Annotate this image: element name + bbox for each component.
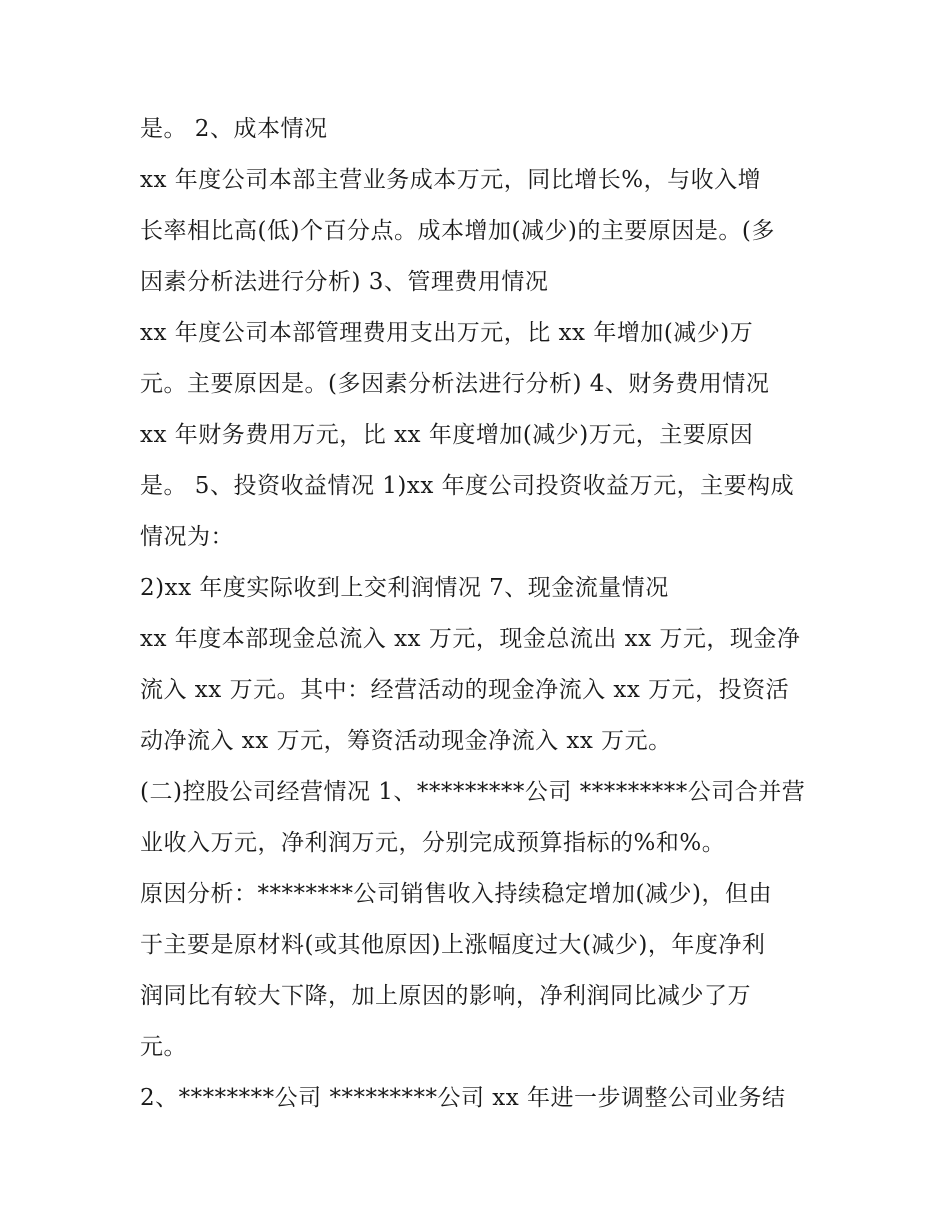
text-line: 业收入万元，净利润万元，分别完成预算指标的%和%。: [140, 830, 726, 856]
text-line: 2)xx 年度实际收到上交利润情况 7、现金流量情况: [140, 575, 669, 601]
text-line: xx 年度公司本部主营业务成本万元，同比增长%，与收入增: [140, 167, 762, 193]
text-line: 元。主要原因是。(多因素分析法进行分析) 4、财务费用情况: [140, 371, 770, 397]
text-line: 润同比有较大下降，加上原因的影响，净利润同比减少了万: [140, 983, 751, 1009]
text-line: xx 年财务费用万元，比 xx 年度增加(减少)万元，主要原因: [140, 422, 754, 448]
text-line: 元。: [140, 1034, 187, 1060]
text-line: 是。 5、投资收益情况 1)xx 年度公司投资收益万元，主要构成: [140, 473, 795, 499]
text-line: 于主要是原材料(或其他原因)上涨幅度过大(减少)，年度净利: [140, 932, 766, 958]
text-line: 原因分析：********公司销售收入持续稳定增加(减少)，但由: [140, 881, 772, 907]
text-line: 因素分析法进行分析) 3、管理费用情况: [140, 269, 549, 295]
text-line: 情况为：: [140, 524, 234, 550]
text-line: xx 年度公司本部管理费用支出万元，比 xx 年增加(减少)万: [140, 320, 754, 346]
text-line: 流入 xx 万元。其中：经营活动的现金净流入 xx 万元，投资活: [140, 677, 790, 703]
text-line: xx 年度本部现金总流入 xx 万元，现金总流出 xx 万元，现金净: [140, 626, 801, 652]
text-line: 2、********公司 *********公司 xx 年进一步调整公司业务结: [140, 1085, 786, 1111]
text-line: 动净流入 xx 万元，筹资活动现金净流入 xx 万元。: [140, 728, 672, 754]
text-line: 长率相比高(低)个百分点。成本增加(减少)的主要原因是。(多: [140, 218, 775, 244]
document-body: [140, 109, 820, 1129]
text-line: (二)控股公司经营情况 1、*********公司 *********公司合并营: [140, 779, 806, 805]
text-line: 是。 2、成本情况: [140, 116, 328, 142]
